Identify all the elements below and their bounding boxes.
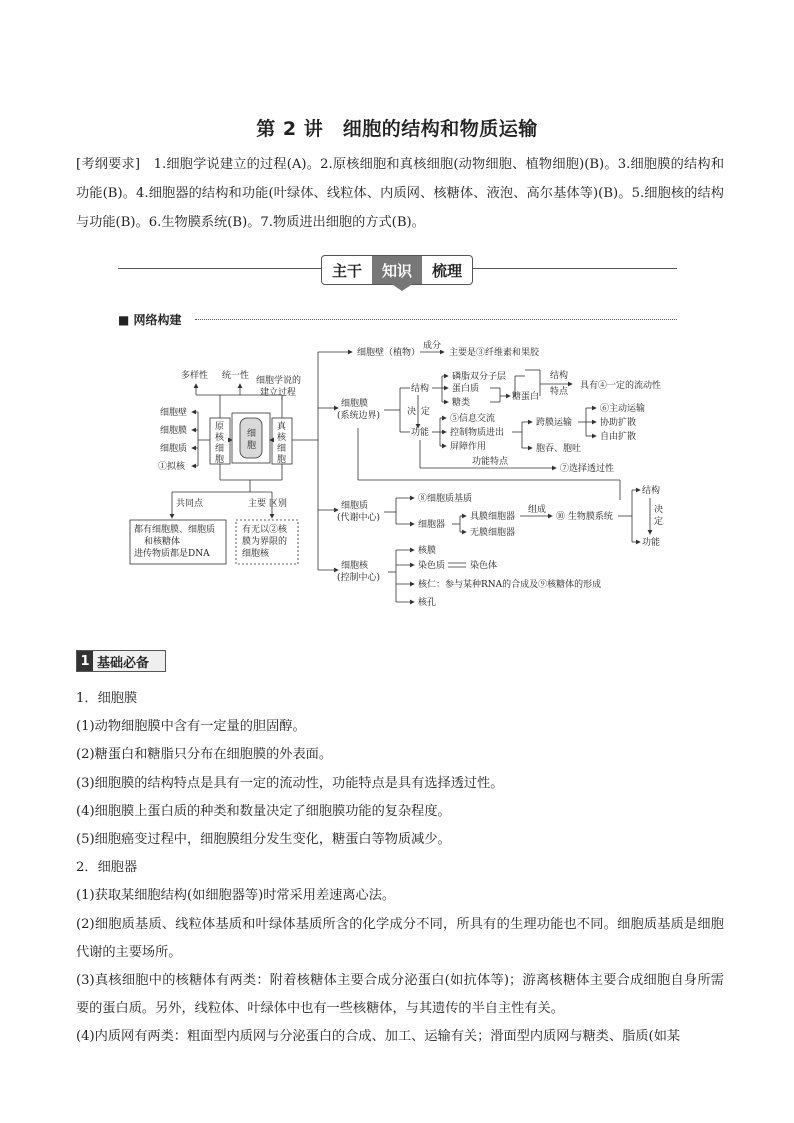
info-label: ⑤信息交流 [450,414,496,424]
common-label: 共同点 [176,499,204,509]
facilitated-label: 协助扩散 [600,418,637,428]
structure-label: 结构 [411,384,430,394]
body-para: (4)内质网有两类：粗面型内质网与分泌蛋白的合成、加工、运输有关；滑面型内质网与糖类、脂质(如某 [76,1029,681,1045]
decide-label: 决 [407,407,417,417]
nucleoid-label: ①拟核 [158,462,186,472]
theory-label: 细胞学说的 [256,376,302,386]
diff-box-line-2: 膜为界限的 [242,537,288,547]
protein-label: 蛋白质 [452,384,480,394]
prok-char-1: 原 [215,422,225,432]
euk-char-4: 胞 [277,455,287,465]
nuc-mem-label: 核膜 [418,546,437,556]
composition-label: 成分 [423,341,442,351]
main-diff-label: 主要 区别 [248,499,287,509]
body-content [76,685,724,1052]
cell-char-1: 细 [247,429,257,439]
common-box-line-3: 进传物质都是DNA [134,549,210,559]
euk-char-1: 真 [277,422,287,432]
cytoplasm-label: 细胞质 [160,444,188,454]
body-para: (1)动物细胞膜中含有一定量的胆固醇。 [76,719,306,735]
section-heading [76,650,166,672]
euk-char-3: 细 [277,444,287,454]
diversity-label: 多样性 [181,371,209,381]
body-para: (2)细胞质基质、线粒体基质和叶绿体基质所含的化学成分不同，所具有的生理功能也不同。细胞质基质是细胞代谢的主要场所。 [76,916,724,960]
endo-label: 胞吞、胞吐 [536,444,582,454]
cw-plant-label: 细胞壁（植物） [357,348,421,358]
constitute-label: 组成 [528,505,547,515]
cw-main-label: 主要是③纤维素和果胶 [449,348,540,358]
requirements-label: [考纲要求] [76,157,140,172]
struct-feature-label-2: 特点 [550,387,569,397]
banner-part2: 知识 [372,256,422,284]
sugar-label: 糖类 [452,398,471,408]
glycoprotein-label: 糖蛋白 [512,392,540,402]
section-number: 1 [77,651,93,671]
body-para: 1．细胞膜 [76,691,138,706]
theory-label-2: 建立过程 [260,388,297,398]
bm-decide-label: 决 [654,505,664,515]
diff-box-line-1: 有无以②核 [242,525,288,535]
diff-box-line-3: 细胞核 [242,549,270,559]
section-label: 基础必备 [97,655,150,671]
barrier-label: 屏障作用 [450,442,487,452]
banner-part1: 主干 [331,261,362,280]
banner-part3: 梳理 [431,261,462,280]
organelle-label: 细胞器 [418,520,446,530]
selective-label: ⑦选择透过性 [560,464,615,474]
decide-label-2: 定 [421,407,431,417]
cyto-title: 细胞质 [341,501,369,511]
unity-label: 统一性 [222,371,250,381]
body-para: (5)细胞癌变过程中，细胞膜组分发生变化，糖蛋白等物质减少。 [76,832,451,848]
prok-char-3: 细 [215,444,225,454]
body-para: (3)细胞膜的结构特点是具有一定的流动性，功能特点是具有选择透过性。 [76,775,504,791]
prok-char-4: 胞 [215,455,225,465]
page-title: 第 2 讲 细胞的结构和物质运输 [256,118,538,140]
body-para: (4)细胞膜上蛋白质的种类和数量决定了细胞膜功能的复杂程度。 [76,803,451,819]
requirements-text: 1.细胞学说建立的过程(A)。2.原核细胞和真核细胞(动物细胞、植物细胞)(B)。3.细胞膜的结构和功能(B)。4.细胞器的结构和功能(叶绿体、线粒体、内质网、核糖体、液泡、高尔基体等)(B)。5.细胞核的结构与功能(B)。6.生物膜系统(B)。7.物质进出细胞的方式(B)。 [76,157,725,230]
body-para: (3)真核细胞中的核糖体有两类：附着核糖体主要合成分泌蛋白(如抗体等)；游离核糖体主要合成细胞自身所需要的蛋白质。另外，线粒体、叶绿体中也有一些核糖体，与其遗传的半自主性有关。 [76,973,724,1017]
fluidity-label: 具有④一定的流动性 [580,381,662,391]
chromosome-label: 染色体 [470,561,498,571]
nuc-title: 细胞核 [341,561,369,571]
prok-char-2: 核 [215,433,225,443]
wall-label: 细胞壁 [160,408,188,418]
function-label: 功能 [411,428,430,438]
phospho-label: 磷脂双分子层 [452,372,507,382]
bm-function-label: 功能 [642,538,661,548]
nonmembranous-label: 无膜细胞器 [470,528,516,538]
biomem-label: ⑩ 生物膜系统 [556,512,613,522]
chromatin-label: 染色质 [418,561,446,571]
transmembrane-label: 跨膜运输 [536,418,573,428]
nuc-sub: (控制中心) [337,573,381,583]
cell-char-2: 胞 [247,441,257,451]
euk-char-2: 核 [277,433,287,443]
matrix-label: ⑧细胞质基质 [418,494,473,504]
network-heading: ■ 网络构建 [118,313,182,327]
pore-label: 核孔 [418,598,437,608]
body-para: (1)获取某细胞结构(如细胞器等)时常采用差速离心法。 [76,888,396,904]
control-label: 控制物质进出 [450,428,505,438]
bm-structure-label: 结构 [642,486,661,496]
membranous-label: 具膜细胞器 [470,512,516,522]
active-label: ⑥主动运输 [600,404,646,414]
mem-sub: (系统边界) [337,411,381,421]
func-feature-label: 功能特点 [472,457,509,467]
membrane-label: 细胞膜 [160,426,188,436]
mem-title: 细胞膜 [341,399,369,409]
bm-decide-label-2: 定 [654,517,664,527]
cyto-sub: (代谢中心) [337,513,381,523]
struct-feature-label: 结构 [550,371,569,381]
body-para: 2．细胞器 [76,860,138,876]
common-box-line-2: 和核糖体 [144,537,181,547]
nucleolus-label: 核仁：参与某种RNA的合成及⑨核糖体的形成 [418,580,602,590]
common-box-line-1: 都有细胞膜、细胞质 [134,525,216,535]
body-para: (2)糖蛋白和糖脂只分布在细胞膜的外表面。 [76,747,333,763]
free-label: 自由扩散 [600,432,637,442]
